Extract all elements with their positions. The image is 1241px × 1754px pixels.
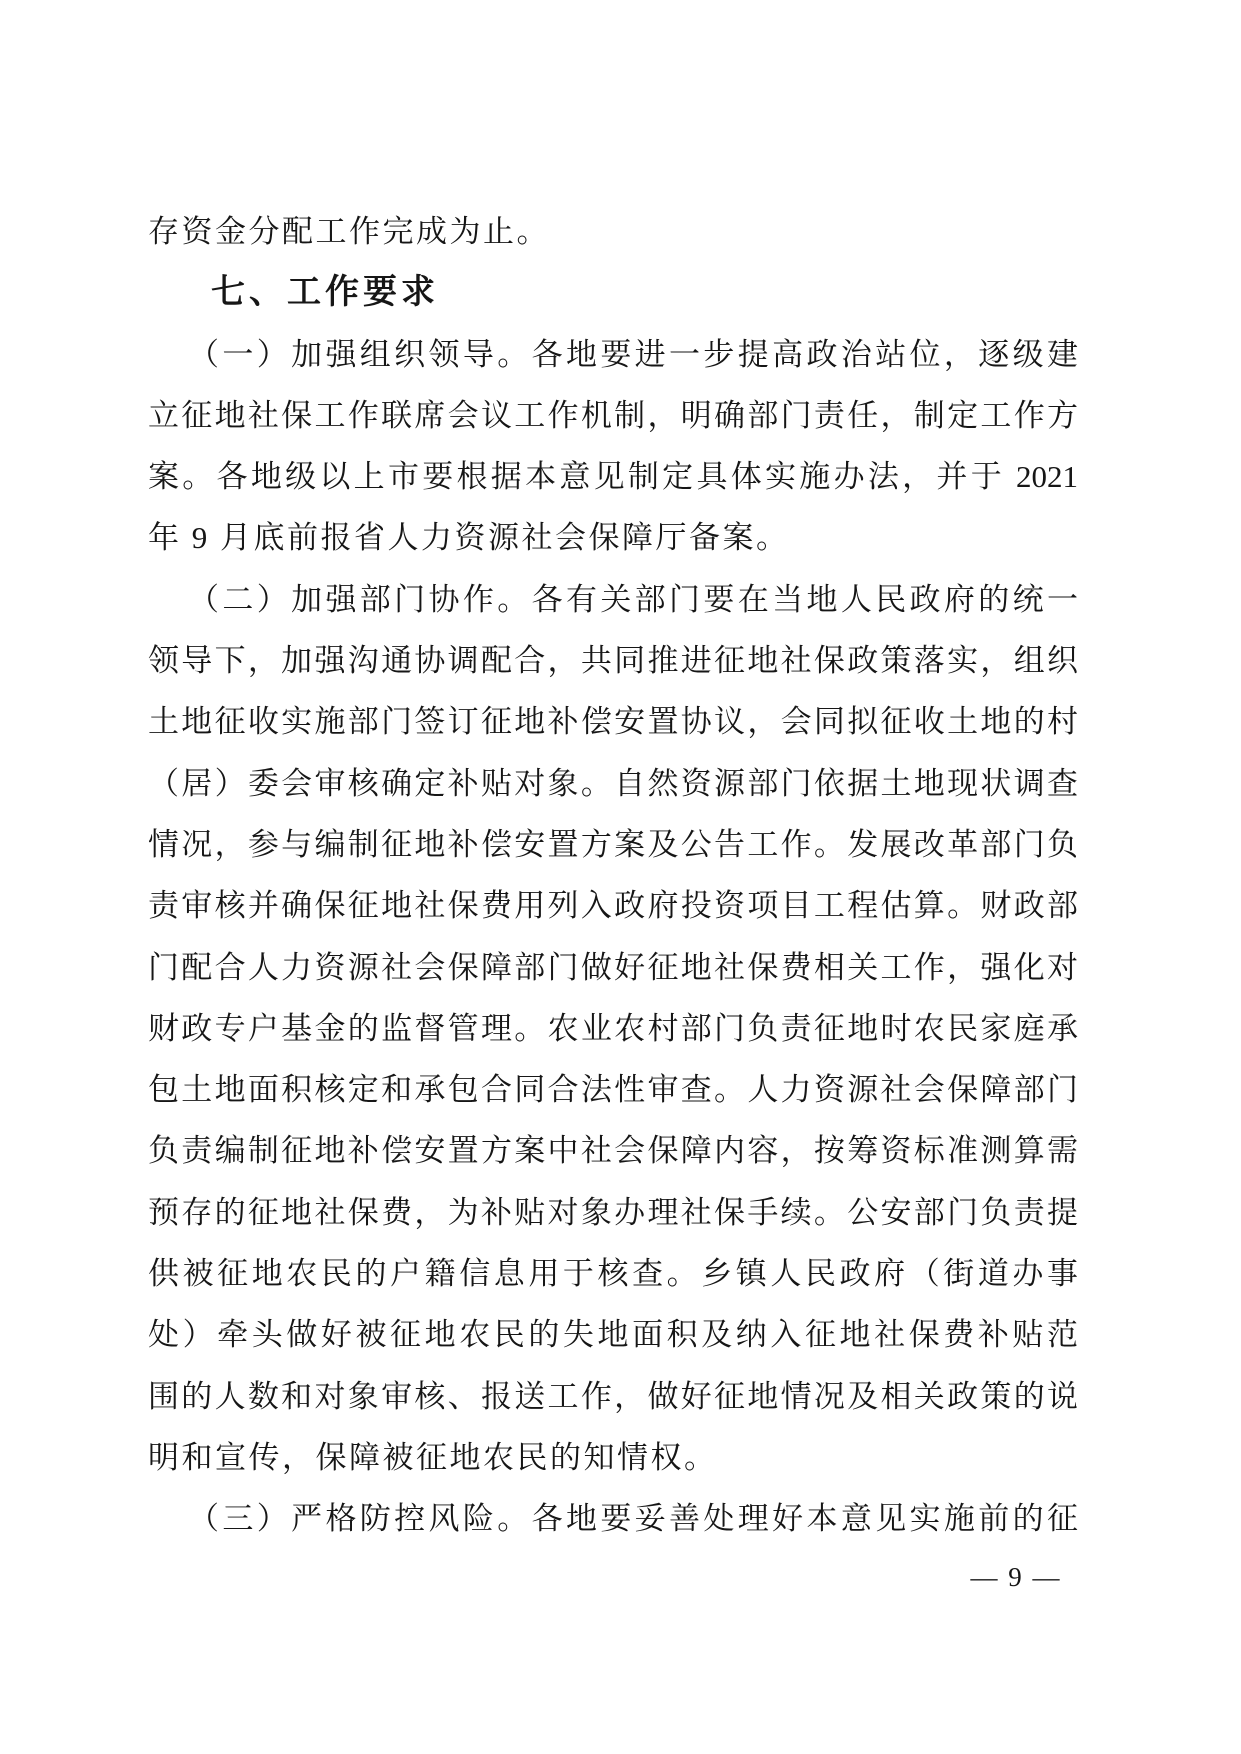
text-line: 立征地社保工作联席会议工作机制，明确部门责任，制定工作方 [148, 397, 1078, 433]
text-line: 情况，参与编制征地补偿安置方案及公告工作。发展改革部门负 [148, 826, 1078, 862]
text-line: 明和宣传，保障被征地农民的知情权。 [148, 1439, 718, 1475]
document-body [148, 201, 1078, 1550]
page-number: — 9 — [970, 1562, 1062, 1592]
text-line: 门配合人力资源社会保障部门做好征地社保费相关工作，强化对 [148, 949, 1078, 985]
text-line: 供被征地农民的户籍信息用于核查。乡镇人民政府（街道办事 [148, 1256, 1078, 1292]
text-line: （居）委会审核确定补贴对象。自然资源部门依据土地现状调查 [148, 765, 1078, 801]
text-line: 案。各地级以上市要根据本意见制定具体实施办法，并于 2021 [148, 459, 1078, 495]
text-line: 存资金分配工作完成为止。 [148, 214, 550, 249]
paragraph-first-line: （二）加强部门协作。各有关部门要在当地人民政府的统一 [188, 581, 1078, 617]
text-line: 包土地面积核定和承包合同合法性审查。人力资源社会保障部门 [148, 1072, 1078, 1108]
section-heading: 七、工作要求 [211, 273, 439, 312]
paragraph-first-line: （一）加强组织领导。各地要进一步提高政治站位，逐级建 [188, 336, 1078, 372]
text-line: 领导下，加强沟通协调配合，共同推进征地社保政策落实，组织 [148, 643, 1078, 679]
text-line: 预存的征地社保费，为补贴对象办理社保手续。公安部门负责提 [148, 1194, 1078, 1230]
text-line: 财政专户基金的监督管理。农业农村部门负责征地时农民家庭承 [148, 1010, 1078, 1046]
text-line: 责审核并确保征地社保费用列入政府投资项目工程估算。财政部 [148, 888, 1078, 924]
text-line: 土地征收实施部门签订征地补偿安置协议，会同拟征收土地的村 [148, 704, 1078, 740]
text-line: 处）牵头做好被征地农民的失地面积及纳入征地社保费补贴范 [148, 1317, 1078, 1353]
text-line: 负责编制征地补偿安置方案中社会保障内容，按筹资标准测算需 [148, 1133, 1078, 1169]
paragraph-first-line: （三）严格防控风险。各地要妥善处理好本意见实施前的征 [188, 1501, 1078, 1537]
text-line: 围的人数和对象审核、报送工作，做好征地情况及相关政策的说 [148, 1378, 1078, 1414]
text-line: 年 9 月底前报省人力资源社会保障厅备案。 [148, 520, 790, 556]
